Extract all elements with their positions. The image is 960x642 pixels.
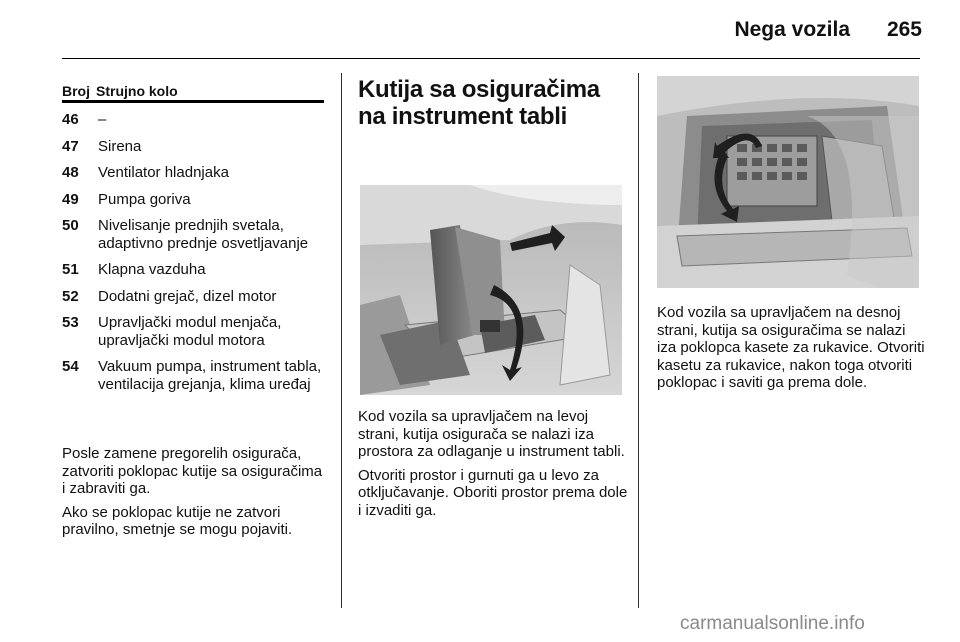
page-number: 265	[886, 18, 922, 41]
fuse-circuit: Pumpa goriva	[98, 190, 191, 208]
fuse-number: 50	[62, 217, 79, 234]
fuse-table-header	[62, 83, 324, 99]
table-row	[62, 358, 327, 393]
fuse-table	[62, 111, 327, 402]
paragraph: Ako se poklopac kutije ne zatvori pravilno, smetnje se mogu pojaviti.	[62, 503, 293, 538]
table-row	[62, 138, 327, 156]
column-divider-2	[638, 73, 639, 608]
table-row	[62, 164, 327, 182]
paragraph: Posle zamene pregorelih osigurača, zatvoriti poklopac kutije sa osiguračima i zabraviti ga.	[62, 445, 323, 497]
fuse-number: 47	[62, 137, 79, 155]
column-divider-1	[341, 73, 342, 608]
rhd-instructions	[657, 304, 927, 392]
table-row	[62, 261, 327, 279]
column-header-circuit: Strujno kolo	[96, 83, 178, 99]
fuse-circuit: Vakuum pumpa, instrument tabla, ventilacija grejanja, klima uređaj	[98, 358, 322, 393]
lhd-instructions	[358, 408, 630, 519]
table-row	[62, 217, 327, 252]
table-header-rule	[62, 100, 324, 103]
column-header-number: Broj	[62, 83, 90, 99]
paragraph: Kod vozila sa upravljačem na desnoj strani, kutija sa osiguračima se nalazi iza poklopca kasete za rukavice. Otvoriti kasetu za rukavice, nakon toga otvoriti poklopac i saviti ga prema dole.	[657, 304, 925, 391]
fuse-number: 52	[62, 287, 79, 305]
table-row	[62, 191, 327, 209]
fuse-circuit: Nivelisanje prednjih svetala, adaptivno prednje osvetljavanje	[98, 217, 309, 252]
fuse-number: 49	[62, 190, 79, 208]
rhd-glovebox-illustration	[657, 76, 919, 288]
header-divider	[62, 58, 920, 59]
left-column-text	[62, 445, 327, 539]
page-header-title: Nega vozila	[734, 18, 850, 41]
fuse-circuit: Dodatni grejač, dizel motor	[98, 287, 277, 305]
table-row	[62, 314, 327, 349]
fuse-circuit: Klapna vazduha	[98, 261, 206, 278]
lhd-storage-illustration	[360, 185, 622, 395]
watermark: carmanualsonline.info	[680, 613, 865, 634]
fuse-number: 51	[62, 261, 79, 278]
paragraph: Otvoriti prostor i gurnuti ga u levo za otključavanje. Oboriti prostor prema dole i izvaditi ga.	[358, 466, 628, 519]
fuse-circuit: –	[98, 111, 107, 128]
lhd-storage-drawing	[360, 185, 622, 395]
fuse-number: 48	[62, 164, 79, 181]
table-row	[62, 111, 327, 129]
section-heading: Kutija sa osiguračima na instrument tabli	[358, 76, 600, 130]
fuse-circuit: Ventilator hladnjaka	[98, 164, 229, 181]
fuse-number: 53	[62, 314, 79, 331]
fuse-circuit: Sirena	[98, 137, 142, 155]
fuse-number: 54	[62, 358, 79, 375]
fuse-circuit: Upravljački modul menjača, upravljački modul motora	[98, 314, 282, 349]
rhd-glovebox-drawing	[657, 76, 919, 288]
fuse-number: 46	[62, 111, 79, 128]
paragraph: Kod vozila sa upravljačem na levoj strani, kutija osigurača se nalazi iza prostora za odlaganje u instrument tabli.	[358, 408, 625, 460]
table-row	[62, 288, 327, 306]
